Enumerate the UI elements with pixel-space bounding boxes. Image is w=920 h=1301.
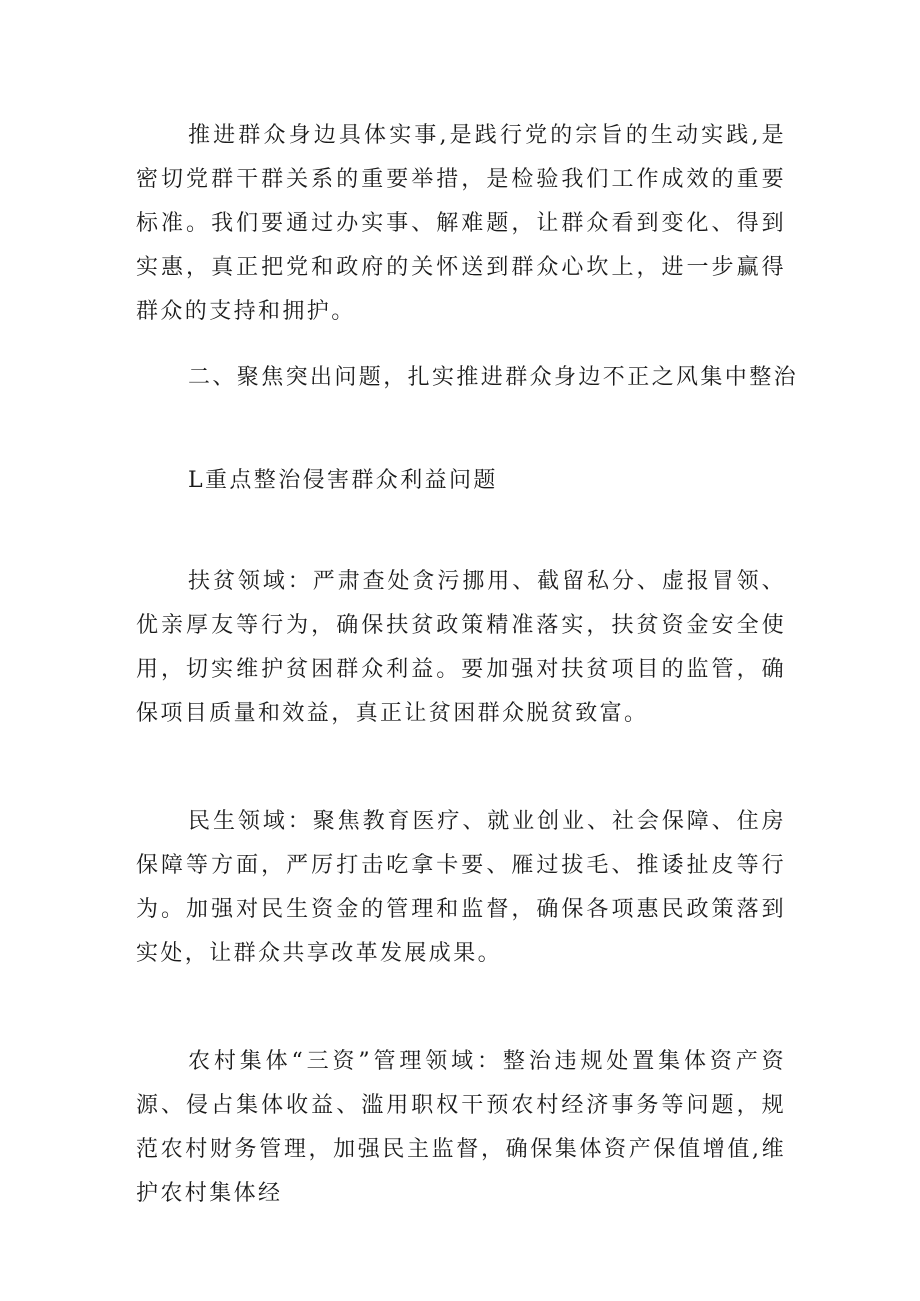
paragraph-rural-assets: 农村集体“三资”管理领域：整治违规处置集体资产资源、侵占集体收益、滥用职权干预农村经济事务等问题，规范农村财务管理，加强民主监督，确保集体资产保值增值,维护农村集体经 xyxy=(136,1049,786,1206)
paragraph-livelihood: 民生领域：聚焦教育医疗、就业创业、社会保障、住房保障等方面，严厉打击吃拿卡要、雁过拔毛、推诿扯皮等行为。加强对民生资金的管理和监督，确保各项惠民政策落到实处，让群众共享改革发展成果。 xyxy=(136,809,786,966)
section-heading: 二、聚焦突出问题，扎实推进群众身边不正之风集中整治 xyxy=(188,365,799,390)
paragraph-intro: 推进群众身边具体实事,是践行党的宗旨的生动实践,是密切党群干群关系的重要举措，是检验我们工作成效的重要标准。我们要通过办实事、解难题，让群众看到变化、得到实惠，真正把党和政府的关怀送到群众心坎上，进一步赢得群众的支持和拥护。 xyxy=(136,123,786,324)
paragraph-poverty: 扶贫领域：严肃查处贪污挪用、截留私分、虚报冒领、优亲厚友等行为，确保扶贫政策精准落实，扶贫资金安全使用，切实维护贫困群众利益。要加强对扶贫项目的监管，确保项目质量和效益，真正让贫困群众脱贫致富。 xyxy=(136,569,786,726)
subsection-heading: L重点整治侵害群众利益问题 xyxy=(188,468,498,493)
